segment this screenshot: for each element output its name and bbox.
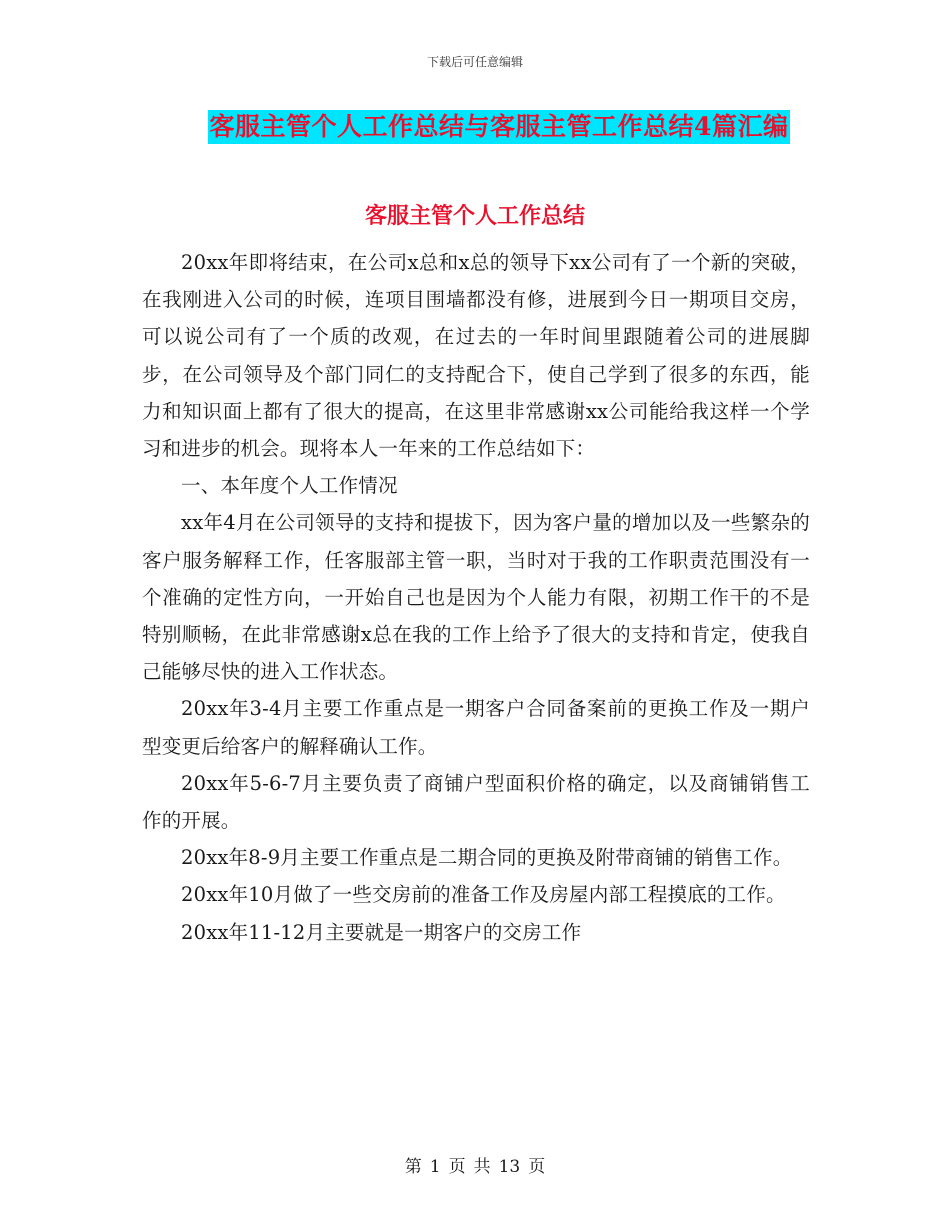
paragraph: xx年4月在公司领导的支持和提拔下，因为客户量的增加以及一些繁杂的客户服务解释工作，任客服部主管一职，当时对于我的工作职责范围没有一个准确的定性方向，一开始自己也是因为个人能力有限，初期工作干的不是特别顺畅，在此非常感谢x总在我的工作上给予了很大的支持和肯定，使我自己能够尽快的进入工作状态。 <box>142 511 810 684</box>
paragraph: 20xx年3-4月主要工作重点是一期客户合同备案前的更换工作及一期户型变更后给客户的解释确认工作。 <box>142 697 810 758</box>
header-note: 下载后可任意编辑 <box>426 55 523 69</box>
document-title: 客服主管个人工作总结与客服主管工作总结4篇汇编 <box>208 110 791 144</box>
document-title-container <box>0 110 950 144</box>
page-label-mid: 页 <box>448 1157 466 1177</box>
paragraph: 20xx年8-9月主要工作重点是二期合同的更换及附带商铺的销售工作。 <box>181 846 793 870</box>
current-page-number: 1 <box>429 1157 441 1177</box>
total-label: 共 <box>473 1157 491 1177</box>
section-title: 客服主管个人工作总结 <box>364 203 585 229</box>
paragraph: 一、本年度个人工作情况 <box>181 474 398 498</box>
page-footer <box>0 1152 950 1177</box>
page-label-prefix: 第 <box>404 1157 422 1177</box>
paragraph: 20xx年11-12月主要就是一期客户的交房工作 <box>181 920 582 944</box>
paragraph: 20xx年5-6-7月主要负责了商铺户型面积价格的确定，以及商铺销售工作的开展。 <box>142 771 810 833</box>
paragraph: 20xx年即将结束，在公司x总和x总的领导下xx公司有了一个新的突破，在我刚进入公司的时候，连项目围墙都没有修，进展到今日一期项目交房，可以说公司有了一个质的改观，在过去的一年时间里跟随着公司的进展脚步，在公司领导及个部门同仁的支持配合下，使自己学到了很多的东西，能力和知识面上都有了很大的提高，在这里非常感谢xx公司能给我这样一个学习和进步的机会。现将本人一年来的工作总结如下： <box>142 251 810 461</box>
page-label-suffix: 页 <box>528 1157 546 1177</box>
total-pages-number: 13 <box>498 1157 521 1177</box>
document-body <box>142 244 810 951</box>
paragraph: 20xx年10月做了一些交房前的准备工作及房屋内部工程摸底的工作。 <box>181 883 786 907</box>
